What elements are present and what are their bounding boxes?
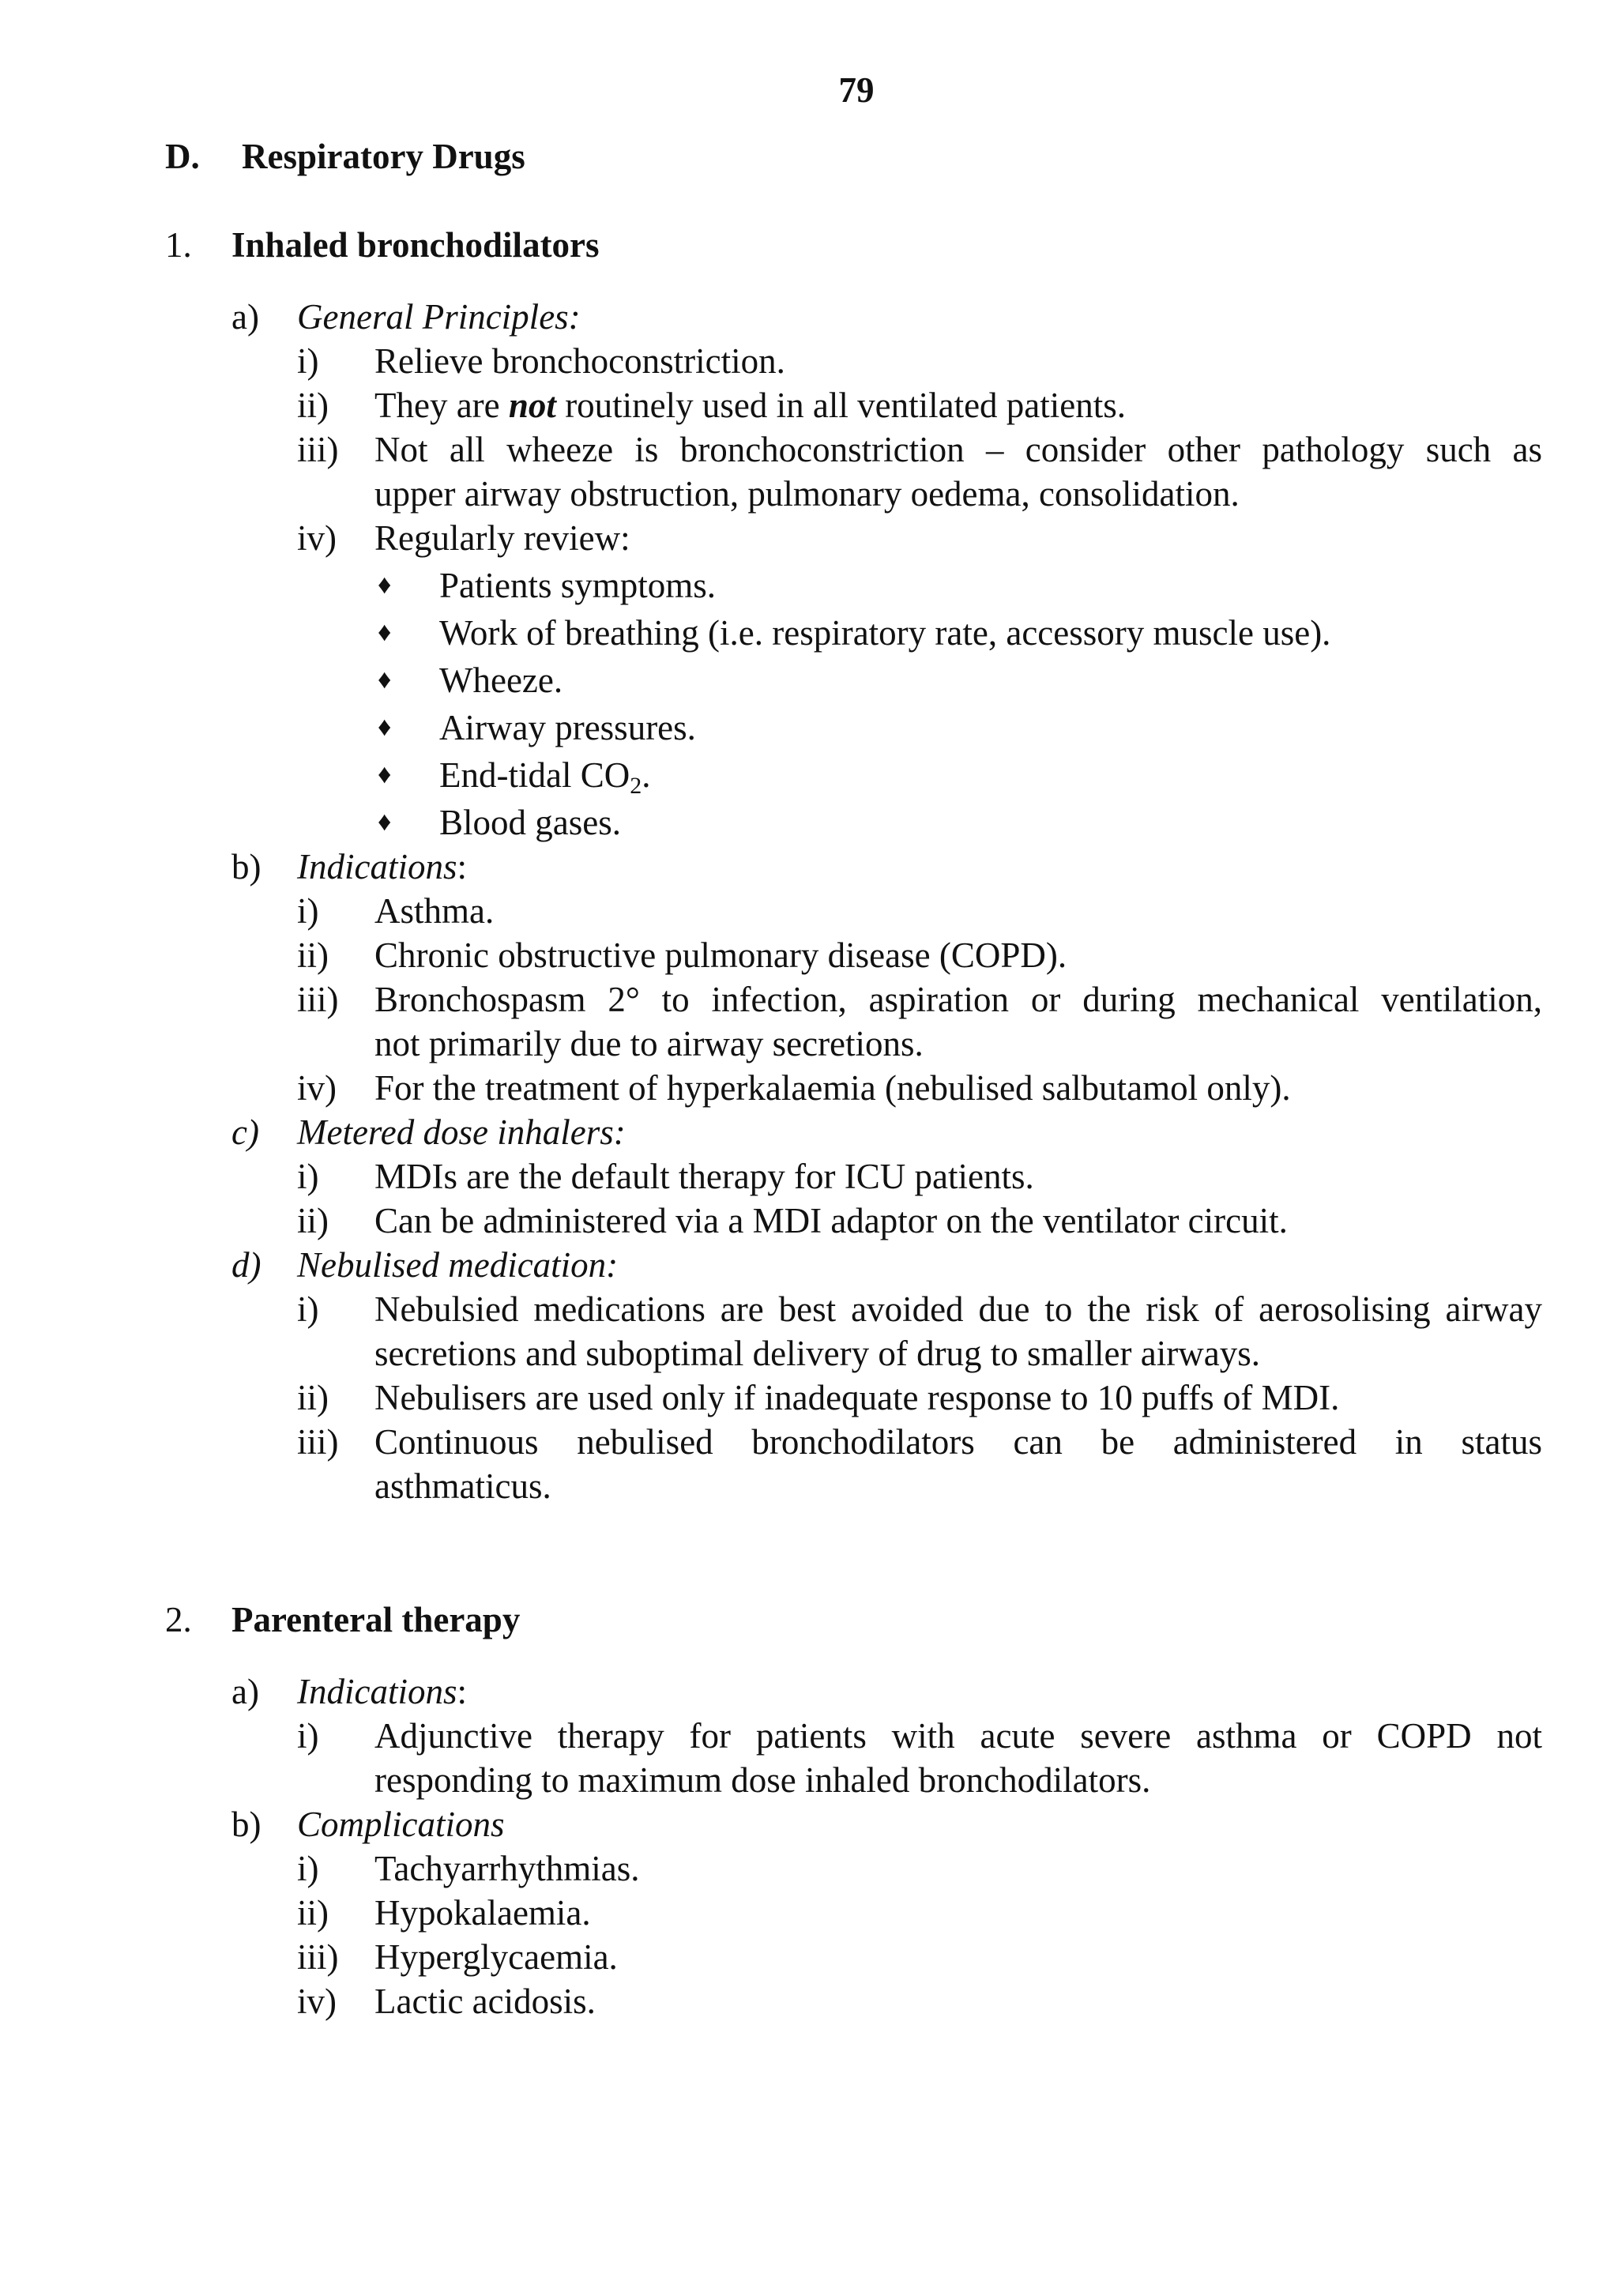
p1b-ii-num: ii) xyxy=(297,935,329,975)
p1d-i-line1: Nebulsied medications are best avoided due to the risk of aerosolising airway xyxy=(374,1289,1542,1329)
bullet-diamond-icon: ♦ xyxy=(378,807,392,837)
p1a-i-num: i) xyxy=(297,341,319,381)
p1b-i-text: Asthma. xyxy=(374,891,495,931)
p1a-iv-num: iv) xyxy=(297,518,337,558)
p1b-ii-text: Chronic obstructive pulmonary disease (COPD). xyxy=(374,935,1067,975)
p1b-heading xyxy=(297,845,467,889)
p1b-iii-line1: Bronchospasm 2° to infection, aspiration or during mechanical ventilation, xyxy=(374,980,1542,1019)
p2b-label: b) xyxy=(231,1805,262,1844)
bullet-wheeze: Wheeze. xyxy=(439,661,563,700)
p1d-ii-num: ii) xyxy=(297,1378,329,1417)
p1a-ii-pre: They are xyxy=(374,386,509,425)
bullet-diamond-icon: ♦ xyxy=(378,618,392,647)
p2b-iii-text: Hyperglycaemia. xyxy=(374,1937,618,1977)
section-letter: D. xyxy=(165,137,200,176)
p2b-i-num: i) xyxy=(297,1849,319,1888)
p1b-heading-colon: : xyxy=(457,847,467,886)
p1b-iv-text: For the treatment of hyperkalaemia (nebulised salbutamol only). xyxy=(374,1068,1291,1108)
p1a-ii-post: routinely used in all ventilated patients. xyxy=(555,386,1127,425)
p1d-label: d) xyxy=(231,1245,262,1285)
p1a-heading: General Principles: xyxy=(297,297,581,337)
p1c-ii-num: ii) xyxy=(297,1201,329,1240)
p1c-heading: Metered dose inhalers: xyxy=(297,1112,626,1152)
co2-subscript: 2 xyxy=(630,773,642,799)
bullet-patients-symptoms: Patients symptoms. xyxy=(439,566,717,605)
p2b-iii-num: iii) xyxy=(297,1937,339,1977)
p1d-ii-text: Nebulisers are used only if inadequate response to 10 puffs of MDI. xyxy=(374,1378,1340,1417)
p1b-iv-num: iv) xyxy=(297,1068,337,1108)
bullet-diamond-icon: ♦ xyxy=(378,570,392,600)
p2b-heading: Complications xyxy=(297,1805,505,1844)
p2a-heading-colon: : xyxy=(457,1672,467,1711)
p1a-iii-line2: upper airway obstruction, pulmonary oedema, consolidation. xyxy=(374,474,1240,514)
p1d-iii-num: iii) xyxy=(297,1422,339,1462)
page-number: 79 xyxy=(838,70,875,110)
bullet-diamond-icon: ♦ xyxy=(378,665,392,694)
p1c-i-text: MDIs are the default therapy for ICU patients. xyxy=(374,1157,1034,1196)
p1a-iv-text: Regularly review: xyxy=(374,518,630,558)
p2b-iv-num: iv) xyxy=(297,1982,337,2021)
part2-number: 2. xyxy=(165,1600,192,1639)
p1a-ii-emphasis: not xyxy=(508,386,556,425)
part2-title: Parenteral therapy xyxy=(231,1600,521,1639)
p1d-iii-line1: Continuous nebulised bronchodilators can be administered in status xyxy=(374,1422,1542,1462)
p1d-i-num: i) xyxy=(297,1289,319,1329)
bullet-work-of-breathing: Work of breathing (i.e. respiratory rate, accessory muscle use). xyxy=(439,613,1331,653)
p2a-label: a) xyxy=(231,1672,259,1711)
p1d-heading: Nebulised medication: xyxy=(297,1245,619,1285)
p1b-label: b) xyxy=(231,847,262,886)
p2a-heading-text: Indications xyxy=(297,1672,457,1711)
part1-number: 1. xyxy=(165,225,192,265)
section-title: Respiratory Drugs xyxy=(242,137,525,176)
p2a-i-line1: Adjunctive therapy for patients with acute severe asthma or COPD not xyxy=(374,1716,1542,1756)
p1b-iii-line2: not primarily due to airway secretions. xyxy=(374,1024,924,1063)
p1b-heading-text: Indications xyxy=(297,847,457,886)
p1b-iii-num: iii) xyxy=(297,980,339,1019)
p1a-iii-line1: Not all wheeze is bronchoconstriction – consider other pathology such as xyxy=(374,430,1542,469)
p2b-ii-text: Hypokalaemia. xyxy=(374,1893,591,1933)
p2a-i-num: i) xyxy=(297,1716,319,1756)
bullet-diamond-icon: ♦ xyxy=(378,713,392,742)
p1d-iii-line2: asthmaticus. xyxy=(374,1466,551,1506)
co2-period: . xyxy=(642,755,651,795)
p1a-i-text: Relieve bronchoconstriction. xyxy=(374,341,785,381)
p1d-i-line2: secretions and suboptimal delivery of drug to smaller airways. xyxy=(374,1334,1260,1373)
p1a-ii-text xyxy=(374,383,1126,427)
co2-text: End-tidal CO xyxy=(439,755,630,795)
p1a-iii-num: iii) xyxy=(297,430,339,469)
bullet-airway-pressures: Airway pressures. xyxy=(439,708,696,747)
bullet-end-tidal-co2 xyxy=(439,753,650,797)
part1-title: Inhaled bronchodilators xyxy=(231,225,600,265)
p1a-ii-num: ii) xyxy=(297,386,329,425)
p1c-ii-text: Can be administered via a MDI adaptor on the ventilator circuit. xyxy=(374,1201,1288,1240)
p1c-i-num: i) xyxy=(297,1157,319,1196)
p1c-label: c) xyxy=(231,1112,259,1152)
p2b-i-text: Tachyarrhythmias. xyxy=(374,1849,640,1888)
p2a-heading xyxy=(297,1669,467,1714)
bullet-blood-gases: Blood gases. xyxy=(439,803,621,842)
p1a-label: a) xyxy=(231,297,259,337)
bullet-diamond-icon: ♦ xyxy=(378,760,392,789)
p2b-iv-text: Lactic acidosis. xyxy=(374,1982,596,2021)
p2b-ii-num: ii) xyxy=(297,1893,329,1933)
p1b-i-num: i) xyxy=(297,891,319,931)
p2a-i-line2: responding to maximum dose inhaled bronchodilators. xyxy=(374,1760,1151,1800)
